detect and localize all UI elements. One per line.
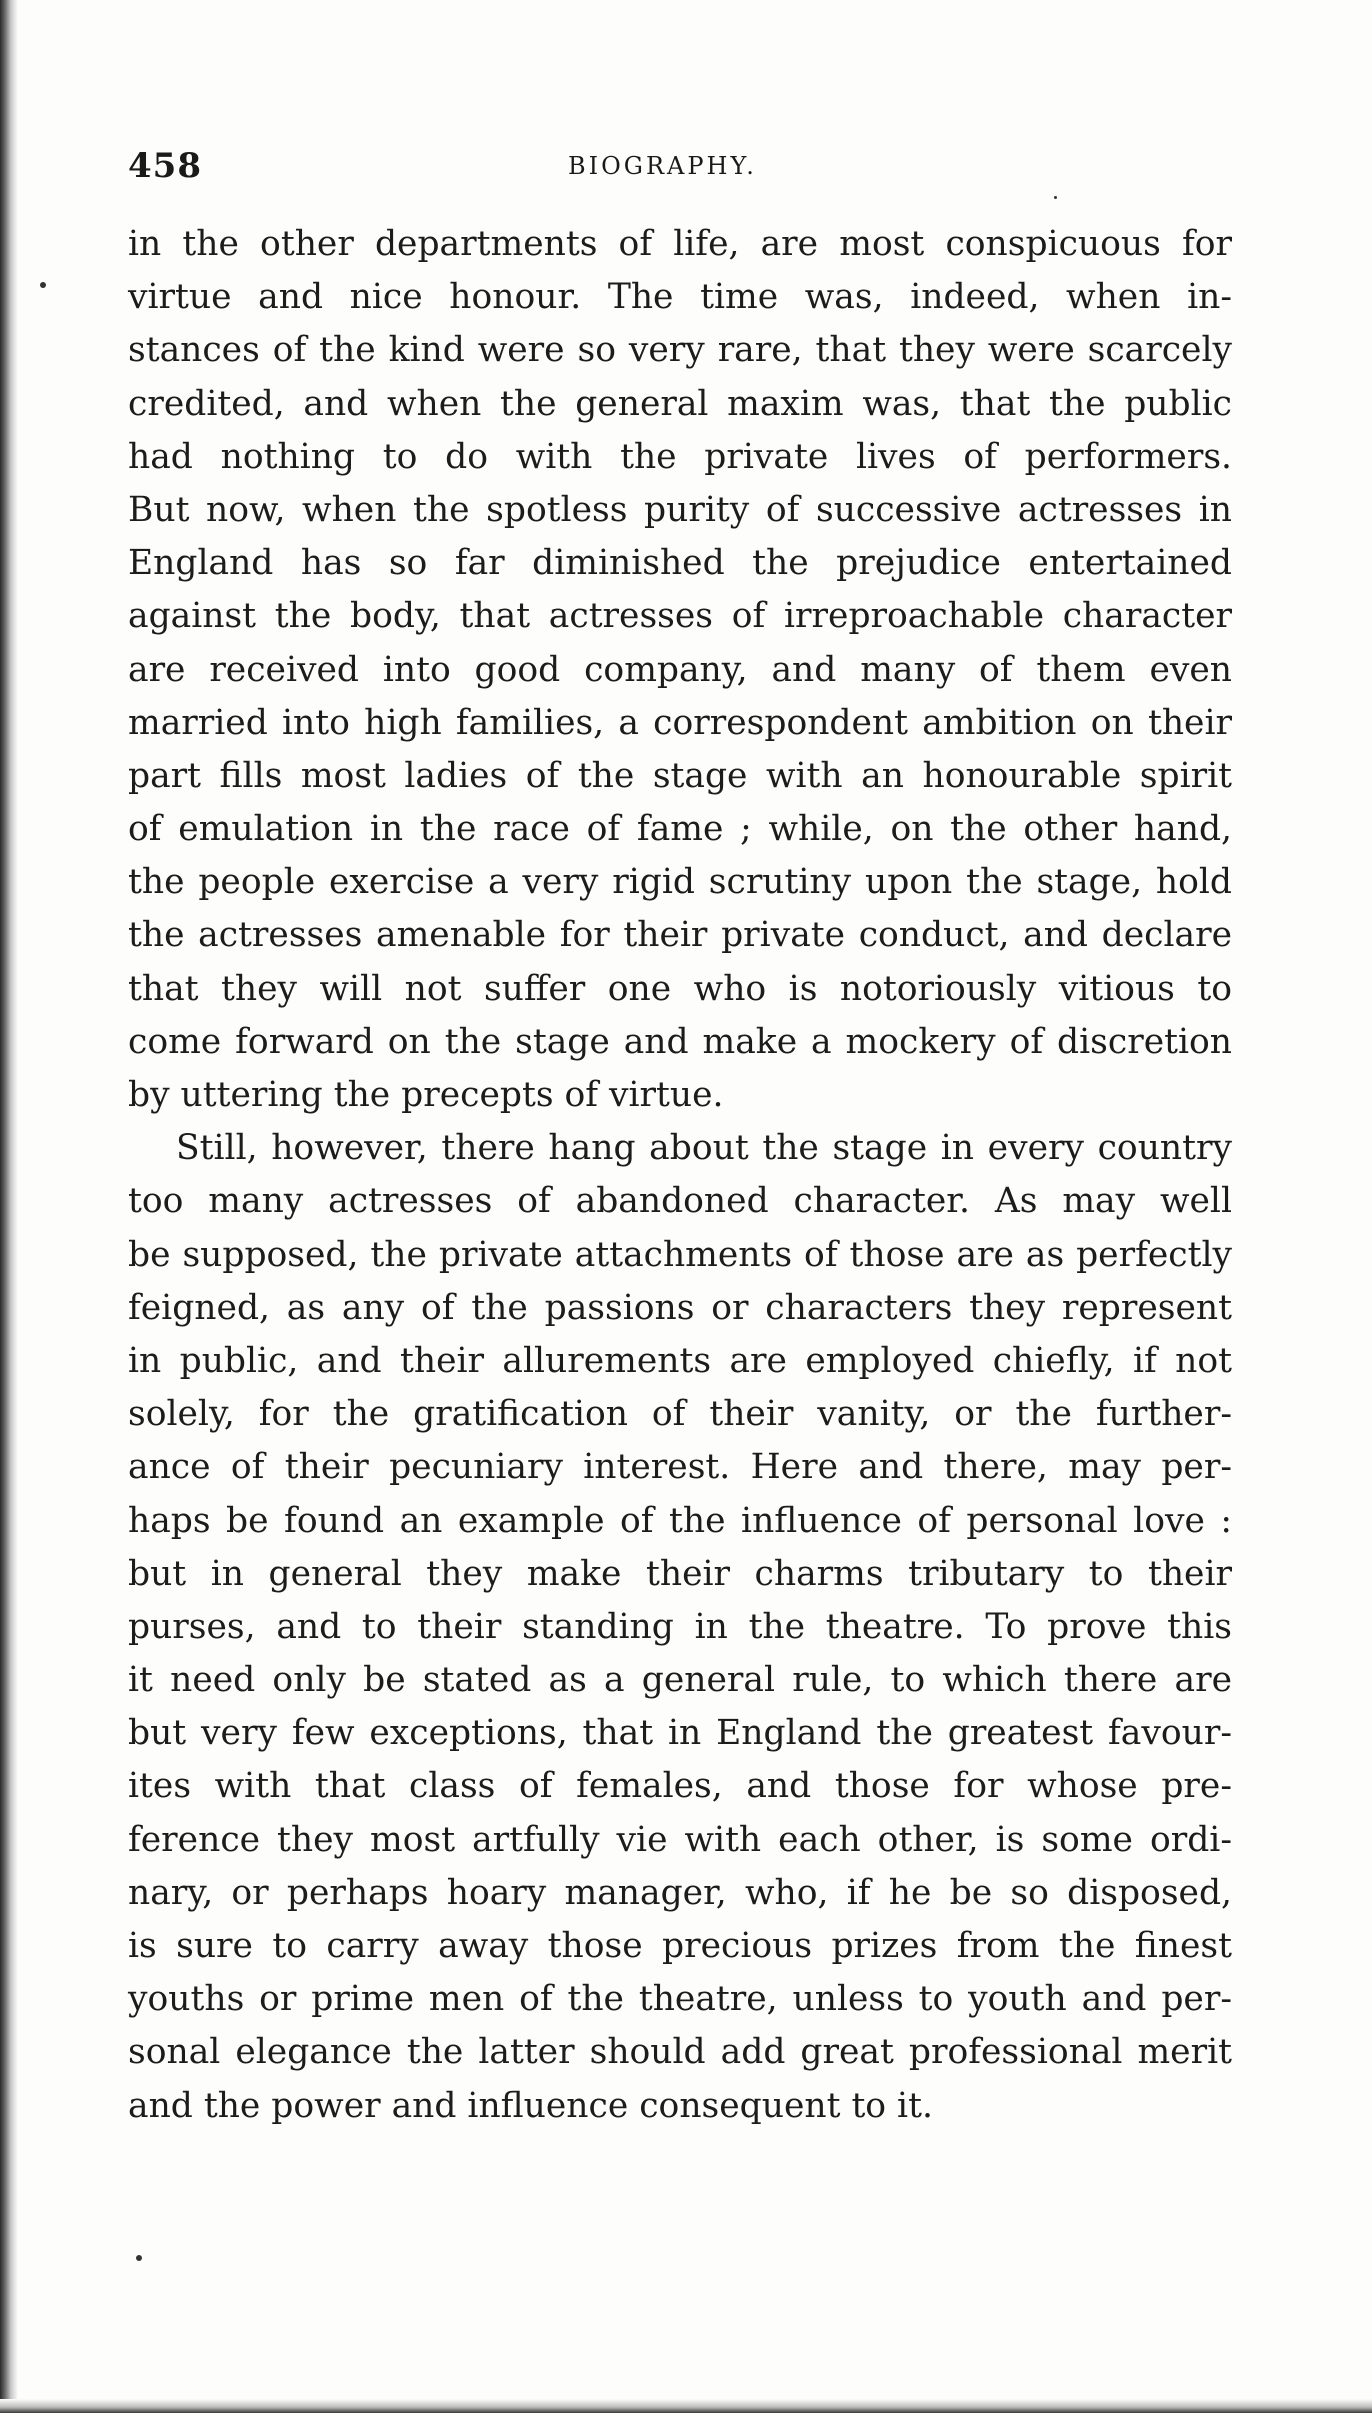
text-line: ference they most artfully vie with each other, is some ordi- [128, 1819, 1232, 1860]
text-line: and the power and influence consequent to it. [128, 2085, 933, 2126]
text-line: is sure to carry away those precious prizes from the finest [128, 1926, 1232, 1966]
text-line: part fills most ladies of the stage with an honourable spirit [128, 755, 1232, 796]
page-number: 458 [128, 146, 202, 186]
text-line: by uttering the precepts of virtue. [128, 1075, 724, 1115]
text-line: had nothing to do with the private lives of performers. [128, 436, 1232, 477]
text-line: but very few exceptions, that in England the greatest favour- [128, 1713, 1232, 1754]
ink-speck [40, 282, 46, 288]
text-line: But now, when the spotless purity of successive actresses in [128, 489, 1232, 530]
text-line: married into high families, a correspondent ambition on their [128, 702, 1232, 743]
body-text [128, 218, 1232, 2133]
ink-speck [136, 2255, 142, 2261]
text-line: but in general they make their charms tributary to their [128, 1553, 1232, 1594]
text-line: solely, for the gratification of their vanity, or the further- [128, 1394, 1232, 1435]
text-line: the actresses amenable for their private conduct, and declare [128, 915, 1232, 956]
ink-speck [1054, 196, 1057, 199]
running-head: BIOGRAPHY. [568, 152, 757, 180]
text-line: nary, or perhaps hoary manager, who, if he be so disposed, [128, 1872, 1232, 1913]
text-line: ance of their pecuniary interest. Here and there, may per- [128, 1447, 1232, 1488]
paragraph-1 [128, 218, 1232, 1122]
text-line: haps be found an example of the influence of personal love : [128, 1500, 1232, 1541]
text-line: credited, and when the general maxim was, that the public [128, 383, 1232, 424]
text-line: are received into good company, and many of them even [128, 649, 1232, 690]
text-line: it need only be stated as a general rule, to which there are [128, 1660, 1232, 1701]
text-line: virtue and nice honour. The time was, indeed, when in- [128, 277, 1232, 318]
paragraph-2 [128, 1122, 1232, 2133]
text-line: of emulation in the race of fame ; while, on the other hand, [128, 809, 1232, 850]
text-line: purses, and to their standing in the theatre. To prove this [128, 1606, 1232, 1647]
text-line: feigned, as any of the passions or characters they represent [128, 1287, 1232, 1328]
text-line: against the body, that actresses of irreproachable character [128, 596, 1232, 637]
text-line: come forward on the stage and make a mockery of discretion [128, 1021, 1232, 1062]
text-line: in public, and their allurements are employed chiefly, if not [128, 1340, 1232, 1381]
text-line: England has so far diminished the prejudice entertained [128, 543, 1232, 584]
text-line: stances of the kind were so very rare, that they were scarcely [128, 330, 1232, 371]
text-line: be supposed, the private attachments of those are as perfectly [128, 1234, 1232, 1275]
text-line: Still, however, there hang about the stage in every country [176, 1128, 1232, 1169]
text-line: too many actresses of abandoned character. As may well [128, 1181, 1232, 1222]
text-line: sonal elegance the latter should add great professional merit [128, 2032, 1232, 2073]
text-line: youths or prime men of the theatre, unless to youth and per- [128, 1979, 1232, 2020]
page-spine-shadow [0, 0, 18, 2413]
text-line: the people exercise a very rigid scrutiny upon the stage, hold [128, 862, 1232, 903]
page-bottom-edge [0, 2399, 1372, 2413]
text-line: that they will not suffer one who is notoriously vitious to [128, 968, 1232, 1009]
text-line: in the other departments of life, are most conspicuous for [128, 224, 1232, 264]
text-line: ites with that class of females, and those for whose pre- [128, 1766, 1232, 1807]
page-header [128, 138, 1238, 198]
